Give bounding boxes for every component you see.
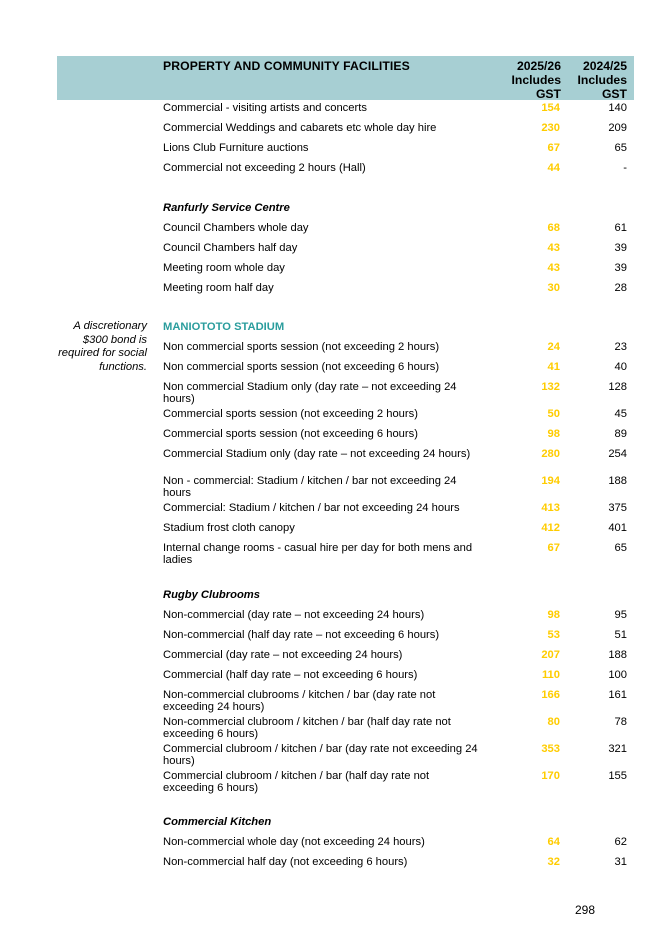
fee-2025-26: 24 [547,341,560,353]
fee-2024-25: 188 [608,649,627,661]
column-header-2025-26: 2025/26 Includes GST [511,59,561,101]
fee-2024-25: 95 [614,609,627,621]
fee-2024-25: 155 [608,770,627,782]
fee-description: Commercial clubroom / kitchen / bar (day rate not exceeding 24 hours) [163,743,478,767]
fee-description: Meeting room whole day [163,262,285,274]
fee-2025-26: 98 [547,428,560,440]
fee-2025-26: 44 [547,162,560,174]
fee-2025-26: 207 [541,649,560,661]
section-heading: Ranfurly Service Centre [163,202,290,214]
fee-2025-26: 194 [541,475,560,487]
fee-2024-25: 61 [614,222,627,234]
fee-2024-25: 39 [614,242,627,254]
column-header-2024-25: 2024/25 Includes GST [577,59,627,101]
fee-2025-26: 64 [547,836,560,848]
fee-description: Stadium frost cloth canopy [163,522,295,534]
fee-description: Meeting room half day [163,282,274,294]
fee-2025-26: 170 [541,770,560,782]
fee-2025-26: 413 [541,502,560,514]
fee-description: Non-commercial (day rate – not exceeding 24 hours) [163,609,425,621]
fee-2024-25: - [623,162,627,174]
fee-2024-25: 321 [608,743,627,755]
fee-2024-25: 161 [608,689,627,701]
fee-2024-25: 128 [608,381,627,393]
section-heading: Commercial Kitchen [163,816,272,828]
fee-2025-26: 154 [541,102,560,114]
fee-2025-26: 230 [541,122,560,134]
fee-2024-25: 23 [614,341,627,353]
fee-2024-25: 65 [614,542,627,554]
fee-2024-25: 188 [608,475,627,487]
fee-2025-26: 353 [541,743,560,755]
fee-2024-25: 375 [608,502,627,514]
fee-description: Lions Club Furniture auctions [163,142,309,154]
section-heading: Rugby Clubrooms [163,589,260,601]
fee-2024-25: 31 [614,856,627,868]
fee-description: Non commercial sports session (not exceeding 2 hours) [163,341,440,353]
fee-2025-26: 98 [547,609,560,621]
fee-2024-25: 140 [608,102,627,114]
fee-2025-26: 41 [547,361,560,373]
fee-2024-25: 40 [614,361,627,373]
fee-2025-26: 30 [547,282,560,294]
fee-2025-26: 110 [541,669,560,681]
fee-2025-26: 412 [541,522,560,534]
page-number: 298 [575,903,596,917]
fee-description: Non - commercial: Stadium / kitchen / bar not exceeding 24 hours [163,475,457,499]
fee-2024-25: 51 [614,629,627,641]
fee-2025-26: 68 [547,222,560,234]
fee-2025-26: 67 [547,542,560,554]
fee-description: Commercial sports session (not exceeding 6 hours) [163,428,418,440]
fee-2024-25: 39 [614,262,627,274]
fee-2025-26: 43 [547,242,560,254]
fee-description: Non-commercial clubrooms / kitchen / bar (day rate not exceeding 24 hours) [163,689,436,713]
fee-description: Commercial (half day rate – not exceeding 6 hours) [163,669,418,681]
fee-description: Council Chambers half day [163,242,298,254]
fee-description: Non-commercial whole day (not exceeding 24 hours) [163,836,425,848]
fee-description: Non commercial sports session (not exceeding 6 hours) [163,361,440,373]
table-title: PROPERTY AND COMMUNITY FACILITIES [163,59,410,73]
fee-description: Internal change rooms - casual hire per day for both mens and ladies [163,542,473,566]
fee-2024-25: 45 [614,408,627,420]
fee-description: Commercial: Stadium / kitchen / bar not exceeding 24 hours [163,502,460,514]
fee-description: Commercial (day rate – not exceeding 24 hours) [163,649,403,661]
fee-2024-25: 209 [608,122,627,134]
fee-2024-25: 65 [614,142,627,154]
fee-2025-26: 166 [541,689,560,701]
fee-2025-26: 67 [547,142,560,154]
fee-description: Commercial Weddings and cabarets etc whole day hire [163,122,437,134]
fee-description: Non-commercial half day (not exceeding 6 hours) [163,856,408,868]
section-heading: MANIOTOTO STADIUM [163,321,285,333]
fee-2025-26: 32 [547,856,560,868]
fee-2024-25: 89 [614,428,627,440]
fee-2025-26: 43 [547,262,560,274]
fee-description: Non-commercial clubroom / kitchen / bar (half day rate not exceeding 6 hours) [163,716,451,740]
fee-2025-26: 80 [547,716,560,728]
fee-description: Commercial clubroom / kitchen / bar (half day rate not exceeding 6 hours) [163,770,430,794]
fee-description: Commercial - visiting artists and concerts [163,102,367,114]
fee-description: Commercial not exceeding 2 hours (Hall) [163,162,366,174]
fee-2024-25: 254 [608,448,627,460]
fee-2024-25: 401 [608,522,627,534]
fee-2025-26: 53 [547,629,560,641]
fee-2025-26: 50 [547,408,560,420]
table-header [57,56,634,100]
fee-description: Non commercial Stadium only (day rate – not exceeding 24 hours) [163,381,457,405]
fee-2024-25: 100 [608,669,627,681]
fee-2024-25: 28 [614,282,627,294]
fee-2025-26: 280 [541,448,560,460]
fee-description: Non-commercial (half day rate – not exceeding 6 hours) [163,629,440,641]
fee-description: Commercial Stadium only (day rate – not exceeding 24 hours) [163,448,471,460]
fee-2025-26: 132 [541,381,560,393]
fee-2024-25: 78 [614,716,627,728]
fee-description: Council Chambers whole day [163,222,309,234]
fee-description: Commercial sports session (not exceeding 2 hours) [163,408,418,420]
fee-2024-25: 62 [614,836,627,848]
bond-side-note: A discretionary $300 bond is required for social functions. [58,320,147,373]
